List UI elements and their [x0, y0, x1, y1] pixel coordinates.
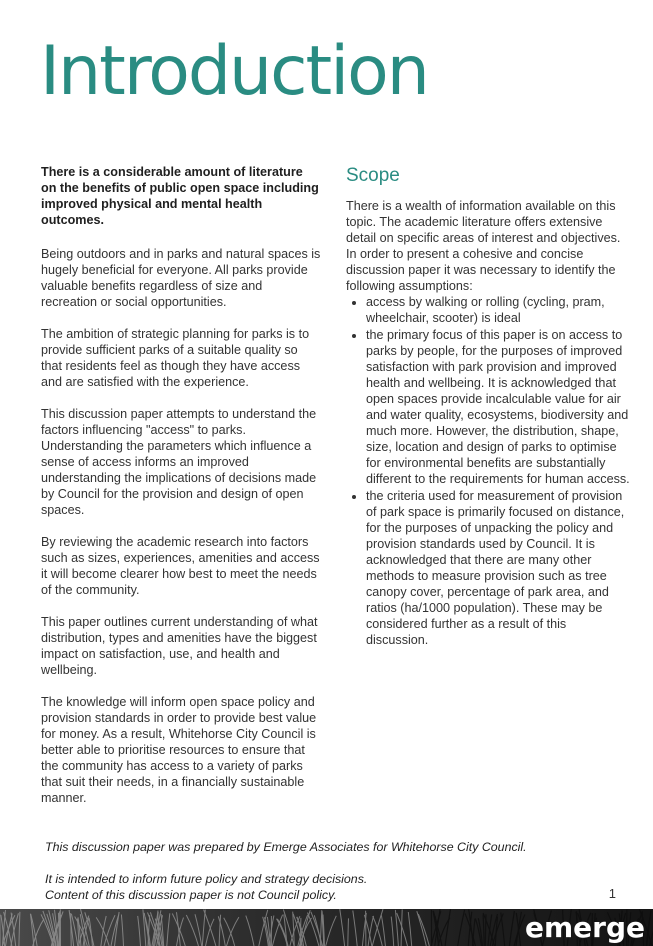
scope-intro: There is a wealth of information available on this topic. The academic literature offers extensive detail on specific areas of interest and objectives. In order to present a cohesive and concise discussion paper it was necessary to identify the following assumptions: — [346, 199, 621, 293]
body-paragraph: The knowledge will inform open space policy and provision standards in order to provide best value for money. As a result, Whitehorse City Council is better able to prioritise resources to ensure that the community has access to a variety of parks that suit their needs, in a financially sustainable manner. — [41, 695, 317, 805]
body-paragraph: Being outdoors and in parks and natural spaces is hugely beneficial for everyone. All parks provide valuable benefits regardless of size and recreation or social opportunities. — [41, 247, 321, 309]
emerge-logo: emerge — [525, 911, 645, 944]
scope-heading: Scope — [346, 165, 400, 186]
disclaimer-line-2: Content of this discussion paper is not Council policy. — [45, 888, 337, 902]
disclaimer-line-1: It is intended to inform future policy and strategy decisions. — [45, 872, 368, 886]
prepared-by-note: This discussion paper was prepared by Emerge Associates for Whitehorse City Council. — [45, 840, 527, 854]
list-item: • the primary focus of this paper is on access to parks by people, for the purposes of improved satisfaction with park provision and improved health and wellbeing. It is acknowledged that open spaces provide incalculable value for air and water quality, ecosystems, biodiversity and much more. However, the distribution, shape, size, location and design of parks to optimise for environmental benefits are substantially different to the requirements for human access. — [366, 327, 630, 487]
disclaimer-note — [45, 871, 367, 903]
left-column — [41, 164, 321, 822]
assumptions-list — [346, 294, 630, 648]
body-paragraph: The ambition of strategic planning for parks is to provide sufficient parks of a suitable quality so that residents feel as though they have access and are satisfied with the experience. — [41, 327, 310, 389]
body-paragraph: This paper outlines current understanding of what distribution, types and amenities have the biggest impact on satisfaction, use, and health and wellbeing. — [41, 615, 318, 677]
grass-blade — [59, 911, 60, 946]
page-title: Introduction — [40, 32, 428, 111]
body-paragraph: By reviewing the academic research into factors such as sizes, experiences, amenities and access it will become clearer how best to meet the needs of the community. — [41, 535, 320, 597]
list-item: • access by walking or rolling (cycling, pram, wheelchair, scooter) is ideal — [366, 294, 630, 326]
list-item: • the criteria used for measurement of provision of park space is primarily focused on distance, for the purposes of unpacking the policy and provision standards used by Council. It is acknowledged that there are many other methods to measure provision such as tree canopy cover, percentage of park area, and ratios (ha/1000 population). These may be considered further as a result of this discussion. — [366, 488, 630, 648]
page-number: 1 — [608, 886, 616, 901]
body-paragraph: This discussion paper attempts to understand the factors influencing "access" to parks. Understanding the parameters which influence a sense of access informs an improved understanding the implications of decisions made by Council for the provision and design of open spaces. — [41, 407, 317, 517]
right-column — [346, 164, 630, 649]
lead-paragraph: There is a considerable amount of literature on the benefits of public open space including improved physical and mental health outcomes. — [41, 165, 319, 227]
